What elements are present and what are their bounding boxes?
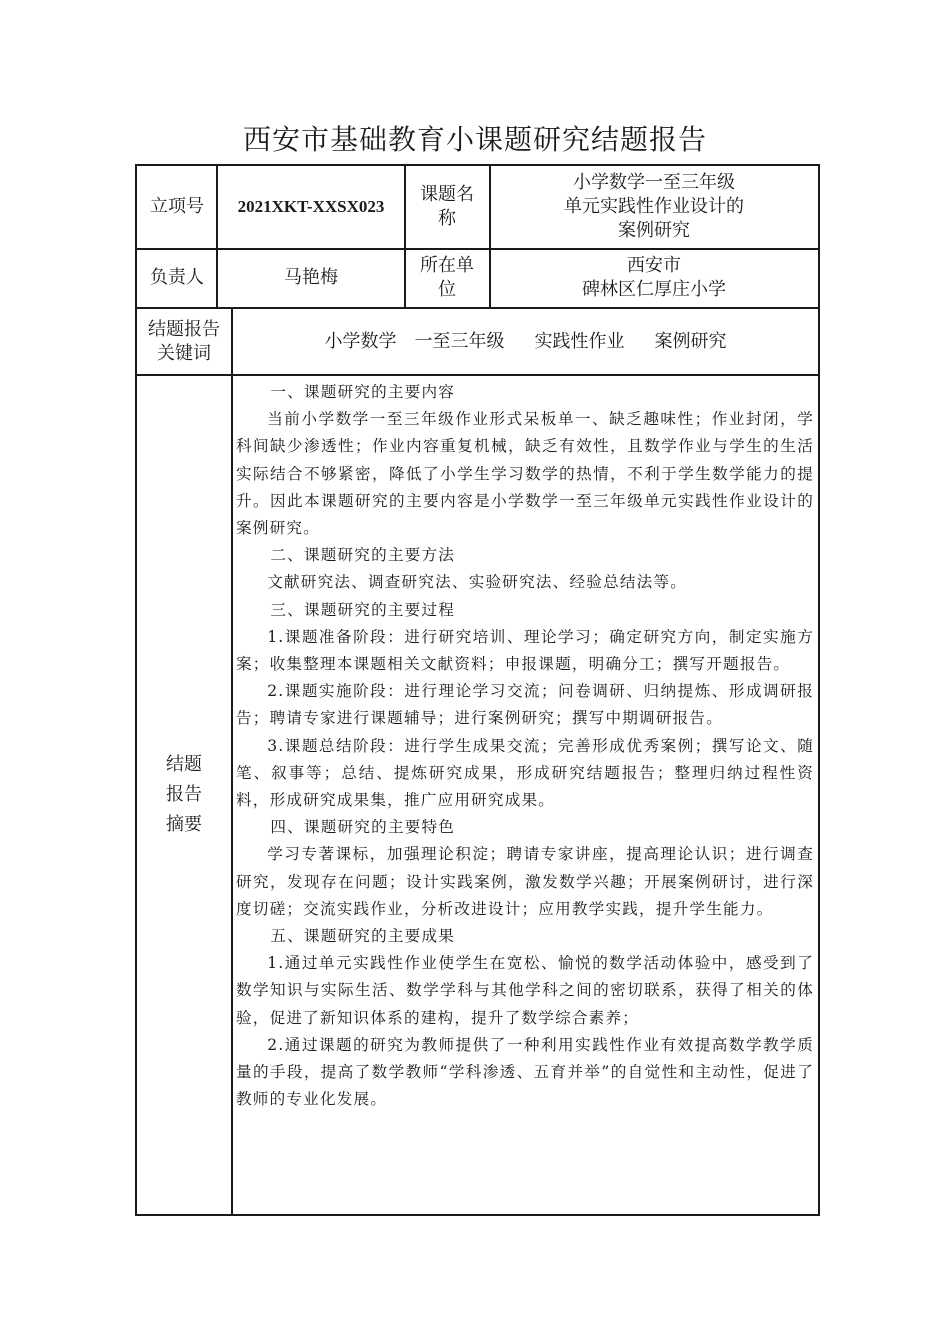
keywords-value bbox=[233, 309, 818, 374]
section-heading: 三、课题研究的主要过程 bbox=[270, 600, 456, 619]
project-number-label bbox=[137, 166, 217, 248]
project-number-value-text: 2021XKT-XXSX023 bbox=[237, 197, 385, 216]
keyword: 案例研究 bbox=[654, 330, 727, 352]
topic-line: 单元实践性作业设计的 bbox=[564, 196, 744, 217]
unit-line: 碑林区仁厚庄小学 bbox=[582, 279, 726, 300]
section-heading: 五、课题研究的主要成果 bbox=[270, 927, 456, 946]
section-heading: 一、课题研究的主要内容 bbox=[270, 383, 456, 401]
unit-value bbox=[490, 249, 818, 307]
paragraph: 2.通过课题的研究为教师提供了一种利用实践性作业有效提高数学教学质量的手段，提高了数学教师“学科渗透、五育并举”的自觉性和主动性，促进了教师的专业化发展。 bbox=[236, 1035, 814, 1109]
keywords-label-line: 关键词 bbox=[157, 342, 211, 364]
leader-value bbox=[218, 249, 404, 307]
project-number-label-text: 立项号 bbox=[150, 196, 204, 217]
paragraph: 1.课题准备阶段：进行研究培训、理论学习；确定研究方向，制定实施方案；收集整理本课题相关文献资料；申报课题，明确分工；撰写开题报告。 bbox=[236, 627, 814, 674]
keywords-label-line: 结题报告 bbox=[148, 318, 220, 340]
abstract-body bbox=[236, 379, 814, 1113]
unit-label-line: 所在单 bbox=[420, 255, 474, 276]
leader-label-text: 负责人 bbox=[150, 267, 204, 288]
unit-line: 西安市 bbox=[627, 255, 681, 276]
abstract-label bbox=[137, 376, 231, 1214]
unit-label bbox=[405, 249, 489, 307]
topic-name-label bbox=[405, 166, 489, 248]
page-title: 西安市基础教育小课题研究结题报告 bbox=[242, 123, 707, 156]
topic-line: 案例研究 bbox=[618, 220, 690, 241]
keyword: 小学数学 bbox=[324, 330, 397, 352]
paragraph: 学习专著课标，加强理论积淀；聘请专家讲座，提高理论认识；进行调查研究，发现存在问题；设计实践案例，激发数学兴趣；开展案例研讨，进行深度切磋；交流实践作业，分析改进设计；应用教学实践，提升学生能力。 bbox=[236, 845, 814, 918]
project-number-value bbox=[218, 166, 404, 248]
keywords-label bbox=[137, 309, 231, 374]
section-heading: 二、课题研究的主要方法 bbox=[270, 546, 456, 565]
unit-label-line: 位 bbox=[438, 279, 456, 300]
row-divider bbox=[137, 374, 818, 376]
paragraph: 文献研究法、调查研究法、实验研究法、经验总结法等。 bbox=[267, 573, 688, 592]
topic-name-value bbox=[490, 166, 818, 248]
paragraph: 2.课题实施阶段：进行理论学习交流；问卷调研、归纳提炼、形成调研报告；聘请专家进行课题辅导；进行案例研究；撰写中期调研报告。 bbox=[236, 682, 814, 728]
keyword: 一至三年级 bbox=[414, 330, 505, 352]
section-heading: 四、课题研究的主要特色 bbox=[270, 818, 456, 837]
topic-label-line: 称 bbox=[438, 208, 456, 229]
abstract-label-line: 报告 bbox=[166, 784, 202, 805]
column-divider bbox=[231, 308, 233, 1214]
keyword: 实践性作业 bbox=[534, 330, 625, 352]
topic-label-line: 课题名 bbox=[420, 184, 474, 205]
paragraph: 当前小学数学一至三年级作业形式呆板单一、缺乏趣味性；作业封闭，学科间缺少渗透性；作业内容重复机械，缺乏有效性，且数学作业与学生的生活实际结合不够紧密，降低了小学生学习数学的热情，不利于学生数学能力的提升。因此本课题研究的主要内容是小学数学一至三年级单元实践性作业设计的案例研究。 bbox=[236, 410, 814, 538]
paragraph: 1.通过单元实践性作业使学生在宽松、愉悦的数学活动体验中，感受到了数学知识与实际生活、数学学科与其他学科之间的密切联系，获得了相关的体验，促进了新知识体系的建构，提升了数学综合素养； bbox=[236, 954, 814, 1027]
topic-line: 小学数学一至三年级 bbox=[573, 172, 735, 193]
abstract-label-line: 结题 bbox=[166, 754, 202, 775]
paragraph: 3.课题总结阶段：进行学生成果交流；完善形成优秀案例；撰写论文、随笔、叙事等；总结、提炼研究成果，形成研究结题报告；整理归纳过程性资料，形成研究成果集，推广应用研究成果。 bbox=[236, 736, 814, 810]
leader-value-text: 马艳梅 bbox=[284, 267, 338, 288]
leader-label bbox=[137, 249, 217, 307]
abstract-label-line: 摘要 bbox=[166, 814, 202, 835]
